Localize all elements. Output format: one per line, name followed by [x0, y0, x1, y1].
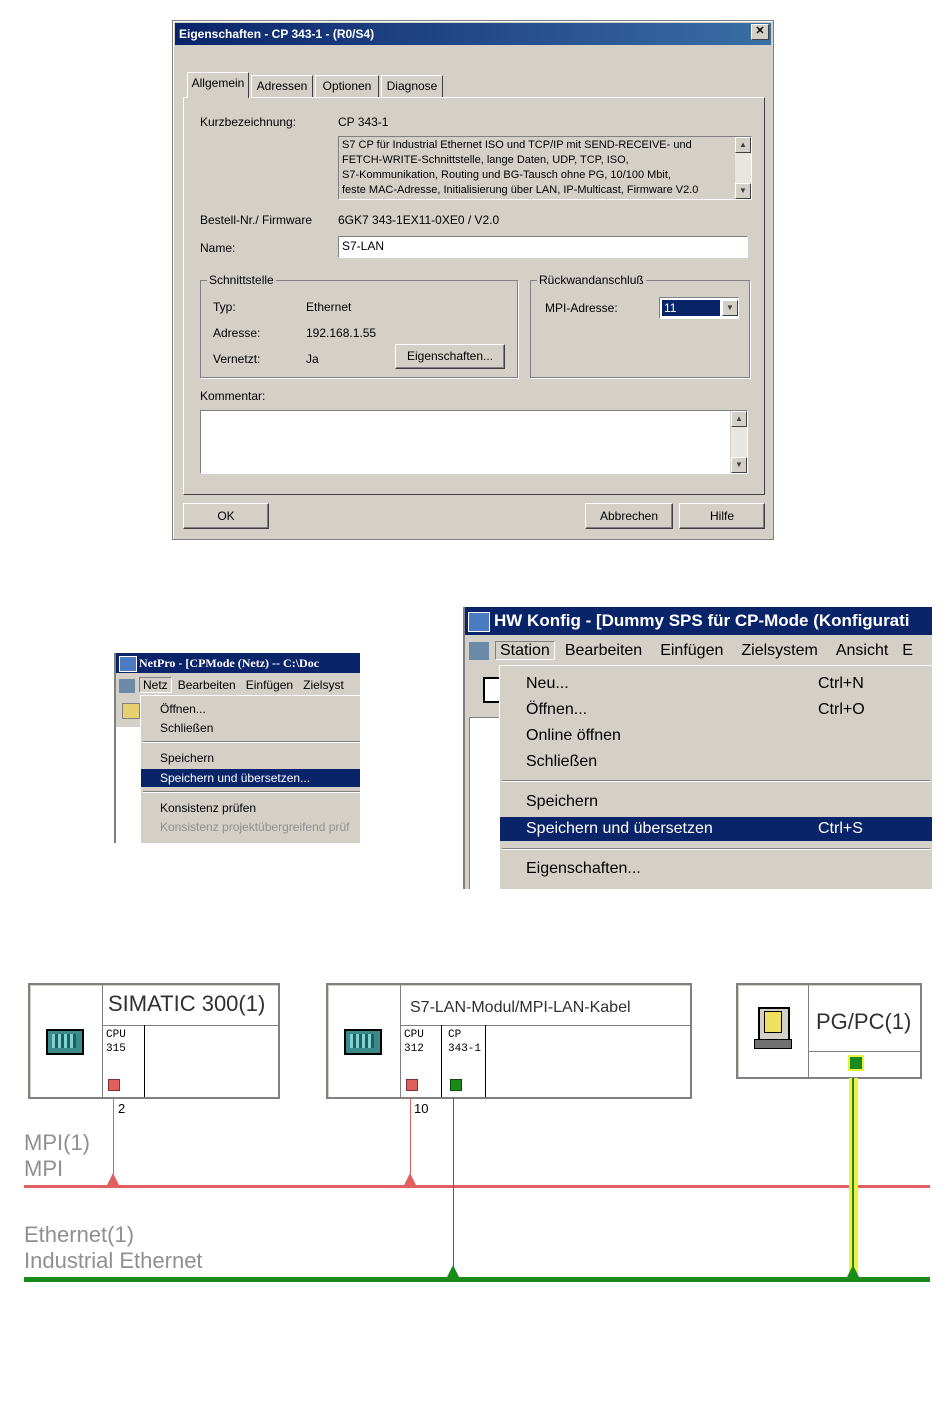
tab-allgemein[interactable]: Allgemein	[187, 72, 249, 98]
menu-item-konsistenz[interactable]: Konsistenz prüfen	[160, 801, 257, 815]
properties-dialog	[172, 20, 774, 540]
hw-icon	[469, 642, 489, 660]
menu-item-shortcut: Ctrl+S	[818, 820, 863, 837]
menu-netz[interactable]: Netz	[139, 677, 172, 693]
menu-item-speichern-uebersetzen[interactable]	[500, 817, 932, 841]
station-name: SIMATIC 300(1)	[108, 991, 266, 1016]
tab-diagnose[interactable]: Diagnose	[381, 75, 443, 97]
description-scrollbar[interactable]	[734, 137, 751, 199]
rack-icon	[46, 1029, 84, 1055]
close-icon[interactable]: ✕	[751, 24, 769, 40]
network-icon	[119, 679, 135, 693]
scroll-down-icon[interactable]: ▼	[731, 457, 747, 473]
menu-item-speichern-uebersetzen[interactable]: Speichern und übersetzen...	[141, 769, 360, 787]
app-icon	[468, 612, 490, 632]
menu-item-label: Eigenschaften...	[526, 860, 641, 877]
mpi-select-value: 11	[662, 300, 720, 316]
ethernet-bus-line	[24, 1277, 930, 1282]
station1-mpi-address: 2	[118, 1101, 126, 1116]
menu-item-neu[interactable]	[500, 672, 932, 696]
ok-button[interactable]: OK	[183, 503, 269, 529]
mpi-port-icon[interactable]	[108, 1079, 120, 1091]
rueckwand-title: Rückwandanschluß	[539, 273, 644, 287]
menu-item-schliessen[interactable]: Schließen	[160, 721, 214, 735]
rueckwand-group	[530, 273, 750, 378]
mpi-net-type: MPI	[24, 1156, 64, 1181]
menu-item-label: Online öffnen	[526, 727, 621, 744]
menu-bearbeiten[interactable]: Bearbeiten	[564, 642, 643, 659]
netpro-canvas	[116, 727, 140, 843]
menu-item-online-oeffnen[interactable]	[500, 724, 932, 748]
kommentar-label: Kommentar:	[200, 389, 266, 403]
menu-item-schliessen[interactable]	[500, 750, 932, 774]
station-divider	[400, 985, 401, 1097]
typ-value: Ethernet	[306, 300, 352, 314]
netpro-menu-dropdown	[140, 695, 360, 843]
hwkonfig-menubar	[465, 637, 932, 665]
station-divider	[102, 985, 103, 1097]
station2-mpi-drop	[410, 1098, 411, 1185]
schnittstelle-title: Schnittstelle	[209, 273, 274, 287]
hwkonfig-titlebar	[465, 607, 932, 635]
station3-eth-drop	[852, 1078, 854, 1278]
menu-bearbeiten[interactable]: Bearbeiten	[177, 678, 236, 692]
netpro-toolbar-icon[interactable]	[122, 703, 140, 719]
schnittstelle-group	[200, 273, 518, 378]
kommentar-scrollbar[interactable]	[730, 411, 747, 473]
bestell-label: Bestell-Nr./ Firmware	[200, 213, 313, 227]
menu-item-label: Neu...	[526, 675, 569, 692]
menu-item-speichern[interactable]: Speichern	[160, 751, 215, 765]
menu-item-konsistenz-projekt: Konsistenz projektübergreifend prüf	[160, 820, 350, 834]
description-line: feste MAC-Adresse, Initialisierung über LAN, IP-Multicast, Firmware V2.0	[342, 184, 699, 196]
tab-adressen[interactable]: Adressen	[251, 75, 313, 97]
bestell-value: 6GK7 343-1EX11-0XE0 / V2.0	[338, 213, 500, 227]
mpi-select[interactable]	[659, 297, 739, 319]
netpro-menubar	[116, 675, 360, 695]
menu-station[interactable]: Station	[495, 641, 555, 660]
scroll-up-icon[interactable]: ▲	[731, 411, 747, 427]
scroll-up-icon[interactable]: ▲	[735, 137, 751, 153]
menu-item-shortcut: Ctrl+N	[818, 675, 864, 692]
station-name: PG/PC(1)	[816, 1009, 912, 1034]
dialog-title: Eigenschaften - CP 343-1 - (R0/S4)	[175, 23, 771, 45]
ethernet-port-icon[interactable]	[450, 1079, 462, 1091]
tab-optionen[interactable]: Optionen	[315, 75, 379, 97]
description-line: S7-Kommunikation, Routing und BG-Tausch ohne PG, 10/100 Mbit,	[342, 169, 671, 181]
station-name: S7-LAN-Modul/MPI-LAN-Kabel	[410, 999, 631, 1016]
netpro-titlebar	[116, 653, 360, 673]
description-box	[338, 136, 752, 200]
station2-mpi-address: 10	[414, 1101, 429, 1116]
eigenschaften-button[interactable]: Eigenschaften...	[395, 344, 505, 369]
abbrechen-button[interactable]: Abbrechen	[585, 503, 673, 529]
module-cp-model: 343-1	[448, 1043, 482, 1055]
module-cpu-model: 315	[106, 1043, 126, 1055]
station1-mpi-drop	[113, 1098, 114, 1185]
netpro-title: NetPro - [CPMode (Netz) -- C:\Doc	[139, 656, 320, 670]
station3-eth-connector	[847, 1265, 859, 1277]
hwkonfig-window	[463, 607, 932, 889]
typ-label: Typ:	[213, 300, 236, 314]
menu-e[interactable]: E	[902, 642, 913, 659]
adresse-value: 192.168.1.55	[306, 326, 377, 340]
station1-mpi-connector	[107, 1173, 119, 1185]
hwkonfig-canvas	[469, 717, 501, 889]
station-pg-pc[interactable]	[736, 983, 922, 1079]
eth-net-type: Industrial Ethernet	[24, 1248, 203, 1273]
adresse-label: Adresse:	[213, 326, 261, 340]
menu-item-label: Speichern	[526, 793, 599, 810]
module-divider	[441, 1025, 442, 1097]
kurz-label: Kurzbezeichnung:	[200, 115, 297, 129]
menu-item-oeffnen[interactable]: Öffnen...	[160, 702, 206, 716]
menu-zielsystem[interactable]: Zielsystem	[741, 642, 818, 659]
mpi-bus-line	[24, 1185, 930, 1188]
hwkonfig-menu-dropdown	[499, 665, 932, 889]
menu-einfuegen[interactable]: Einfügen	[245, 678, 294, 692]
station2-eth-connector	[447, 1265, 459, 1277]
menu-item-shortcut: Ctrl+O	[818, 701, 865, 718]
menu-separator	[502, 848, 930, 850]
menu-zielsystem[interactable]: Zielsyst	[303, 678, 344, 692]
eth-net-name: Ethernet(1)	[24, 1222, 135, 1247]
vernetzt-value: Ja	[306, 352, 319, 366]
station2-eth-drop	[453, 1098, 454, 1278]
module-cpu-label: CPU	[404, 1029, 424, 1041]
station2-mpi-connector	[404, 1173, 416, 1185]
menu-ansicht[interactable]: Ansicht	[835, 642, 889, 659]
menu-separator	[143, 791, 360, 793]
module-divider	[144, 1025, 145, 1097]
module-cp-label: CP	[448, 1029, 462, 1041]
station-header-divider	[102, 1025, 278, 1026]
hilfe-button[interactable]: Hilfe	[679, 503, 765, 529]
menu-separator	[143, 741, 360, 743]
station-header-divider	[400, 1025, 690, 1026]
hwkonfig-title: HW Konfig - [Dummy SPS für CP-Mode (Konfigurati	[494, 611, 910, 630]
menu-item-label: Schließen	[526, 753, 598, 770]
menu-item-eigenschaften[interactable]	[500, 857, 932, 881]
ethernet-port-icon[interactable]	[848, 1055, 864, 1071]
station-header-divider	[808, 1051, 920, 1052]
station-divider	[808, 985, 809, 1077]
mpi-port-icon[interactable]	[406, 1079, 418, 1091]
menu-separator	[502, 780, 930, 782]
menu-einfuegen[interactable]: Einfügen	[660, 642, 724, 659]
module-cpu-model: 312	[404, 1043, 424, 1055]
rack-icon	[344, 1029, 382, 1055]
module-cpu-label: CPU	[106, 1029, 126, 1041]
name-field[interactable]: S7-LAN	[338, 236, 748, 258]
tab-panel	[183, 97, 765, 495]
network-view	[0, 975, 950, 1305]
chevron-down-icon[interactable]: ▼	[722, 300, 738, 316]
menu-item-oeffnen[interactable]	[500, 698, 932, 722]
netpro-window	[114, 653, 360, 843]
kurz-value: CP 343-1	[338, 115, 389, 129]
name-label: Name:	[200, 241, 236, 255]
scroll-down-icon[interactable]: ▼	[735, 183, 751, 199]
menu-item-speichern[interactable]	[500, 790, 932, 814]
menu-item-label: Speichern und übersetzen	[526, 820, 713, 837]
app-icon	[119, 656, 137, 672]
mpi-label: MPI-Adresse:	[545, 301, 618, 315]
menu-item-label: Öffnen...	[526, 701, 588, 718]
station-simatic-300[interactable]	[28, 983, 280, 1099]
station-s7-lan-modul[interactable]	[326, 983, 692, 1099]
pg-pc-icon	[754, 1007, 792, 1051]
vernetzt-label: Vernetzt:	[213, 352, 261, 366]
module-divider	[485, 1025, 486, 1097]
description-line: S7 CP für Industrial Ethernet ISO und TCP/IP mit SEND-RECEIVE- und	[342, 139, 692, 151]
mpi-net-name: MPI(1)	[24, 1130, 90, 1155]
description-line: FETCH-WRITE-Schnittstelle, lange Daten, UDP, TCP, ISO,	[342, 154, 629, 166]
kommentar-field[interactable]	[200, 410, 748, 474]
